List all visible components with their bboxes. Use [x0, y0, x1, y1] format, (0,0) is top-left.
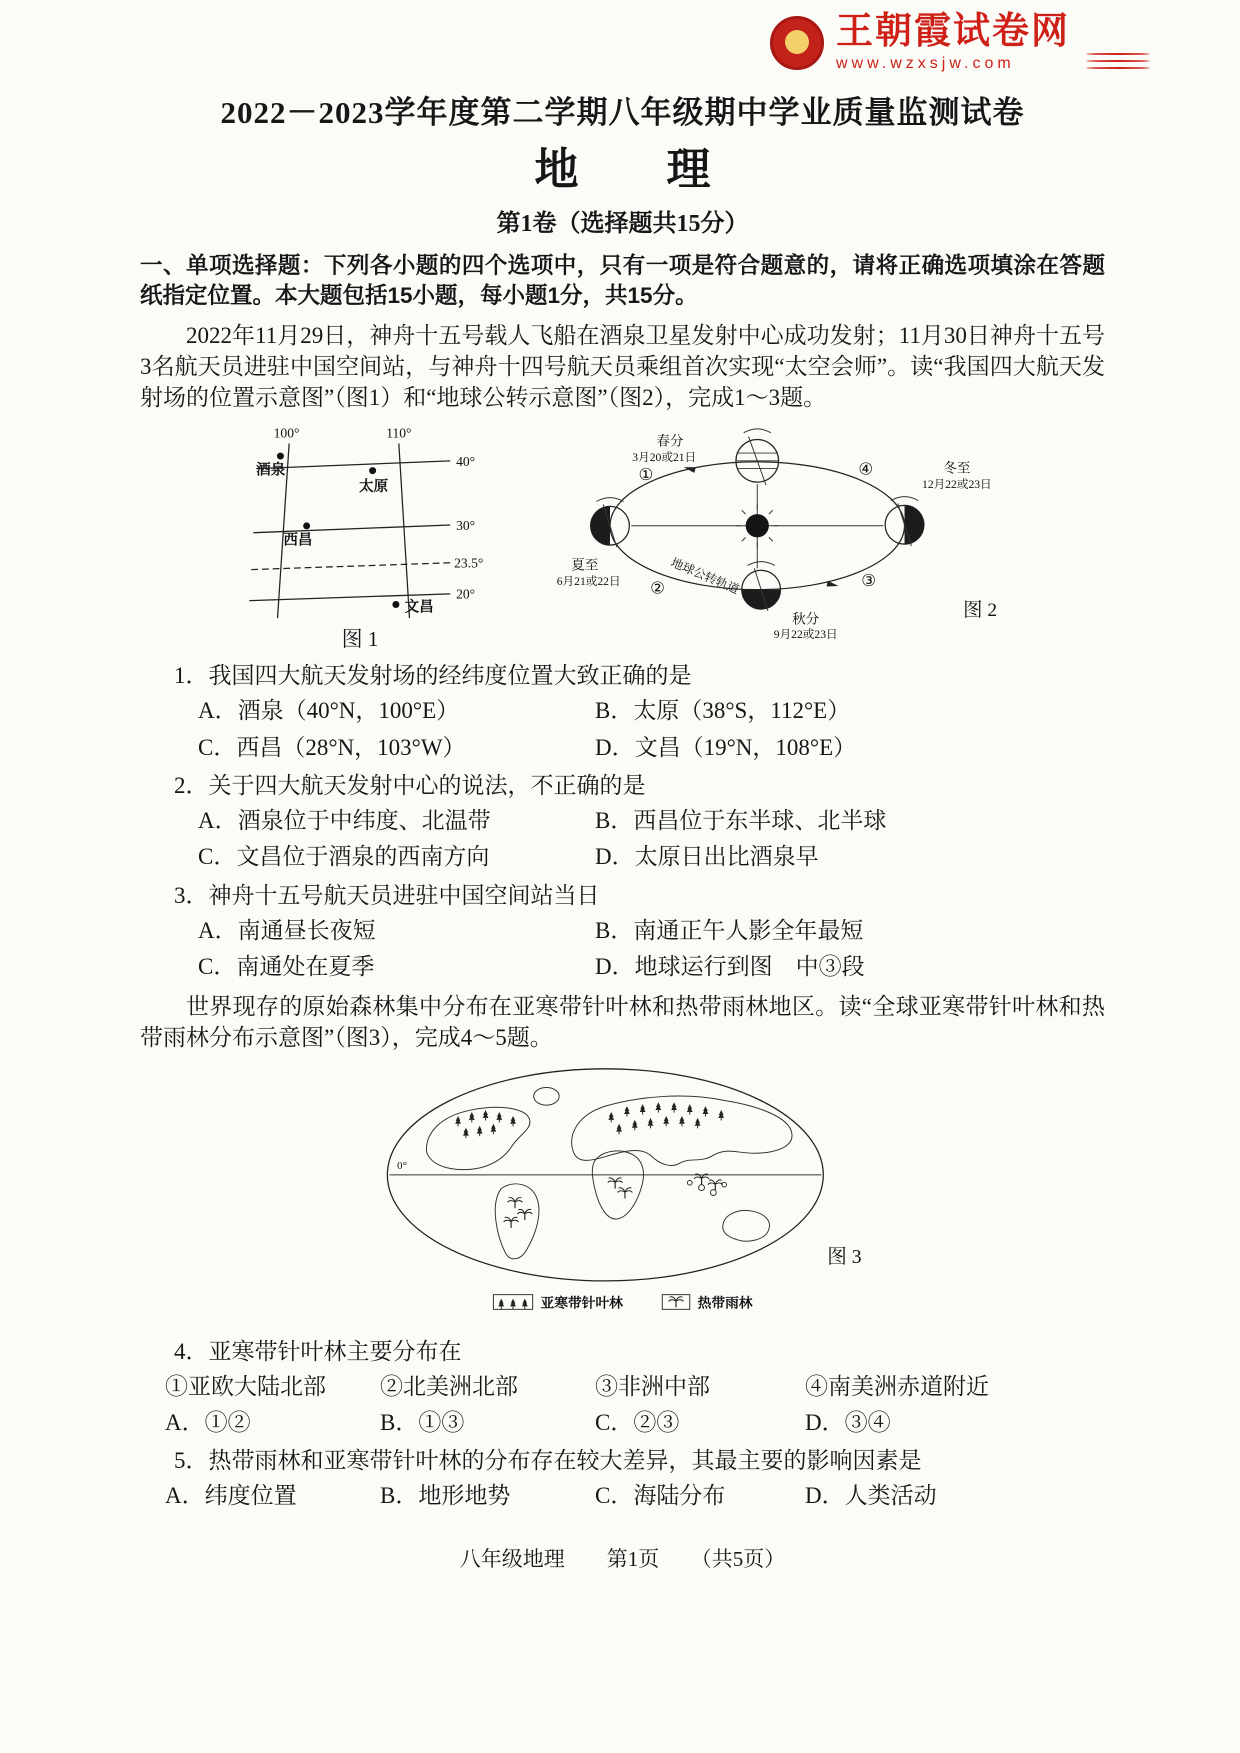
intro-paragraph-1: 2022年11月29日，神舟十五号载人飞船在酒泉卫星发射中心成功发射；11月30日神舟十五号3名航天员进驻中国空间站，与神舟十四号航天员乘组首次实现“太空会师”。读“我国四大航天发射场的位置示意图”（图1）和“地球公转示意图”（图2），完成1～3题。 [140, 322, 1105, 411]
page-footer: 八年级地理 第1页 （共5页） [459, 1547, 786, 1572]
question-3-option-d: D．地球运行到图 中③段 [595, 954, 865, 980]
question-5-option-d: D．人类活动 [805, 1483, 937, 1509]
fig2-globe-spring [736, 428, 779, 484]
figure2-block [546, 424, 1016, 642]
fig2-autumn-label: 秋分 [792, 611, 820, 627]
question-5-text: 5．热带雨林和亚寒带针叶林的分布存在较大差异，其最主要的影响因素是 [174, 1447, 922, 1473]
fig1-lat-20-label: 20° [456, 586, 476, 602]
question-2-option-a: A．酒泉位于中纬度、北温带 [198, 808, 491, 834]
logo-text [836, 12, 1070, 75]
fig1-city-xichang-label: 西昌 [283, 531, 313, 548]
question-4-statement-2: ②北美洲北部 [380, 1374, 518, 1400]
figure1-caption: 图 1 [341, 626, 379, 651]
question-4-statement-1: ①亚欧大陆北部 [165, 1374, 326, 1400]
fig2-globe-summer [591, 497, 630, 546]
fig1-city-labels [256, 460, 434, 615]
question-1-text: 1．我国四大航天发射场的经纬度位置大致正确的是 [174, 663, 692, 689]
question-2-option-d: D．太原日出比酒泉早 [595, 844, 819, 870]
question-5-option-b: B．地形地势 [380, 1483, 511, 1509]
exam-title: 2022－2023学年度第二学期八年级期中学业质量监测试卷 [220, 95, 1025, 130]
question-1-option-c: C．西昌（28°N，103°W） [198, 734, 466, 760]
fig1-lat-30-label: 30° [456, 517, 476, 533]
question-4 [140, 1336, 1105, 1438]
figure1-launch-sites-map [229, 424, 491, 623]
question-4-option-d: D．③④ [805, 1409, 891, 1435]
logo-url: www.wzxsjw.com [836, 54, 1015, 72]
fig1-lat-23-label: 23.5° [454, 555, 484, 571]
fig2-spring-label: 春分 [656, 432, 684, 448]
logo-emblem-icon [770, 16, 824, 70]
fig2-globe-autumn [742, 561, 781, 610]
fig1-city-markers [277, 452, 399, 607]
intro-paragraph-2: 世界现存的原始森林集中分布在亚寒带针叶林和热带雨林地区。读“全球亚寒带针叶林和热带雨林分布示意图”（图3），完成4～5题。 [140, 993, 1105, 1050]
question-5 [140, 1445, 1105, 1512]
fig3-legend [493, 1294, 752, 1310]
section-instructions: 一、单项选择题：下列各小题的四个选项中，只有一项是符合题意的，请将正确选项填涂在答题纸指定位置。本大题包括15小题，每小题1分，共15分。 [140, 252, 1105, 309]
question-2-text: 2．关于四大航天发射中心的说法，不正确的是 [174, 772, 646, 798]
fig2-season-labels [557, 433, 992, 641]
fig2-globe-winter [885, 496, 924, 545]
question-1 [140, 660, 1105, 763]
logo [770, 12, 1150, 75]
question-3-text: 3．神舟十五号航天员进驻中国空间站当日 [174, 882, 600, 908]
fig1-lon-100-label: 100° [273, 425, 300, 441]
fig1-axis-labels [274, 425, 484, 601]
fig3-equator-label: 0° [396, 1160, 407, 1173]
question-3 [140, 880, 1105, 983]
question-2 [140, 770, 1105, 873]
fig2-segment-3: ③ [861, 570, 877, 590]
subject-title: 地 理 [534, 145, 711, 195]
fig2-segment-4: ④ [858, 458, 874, 478]
figure3-caption: 图 3 [826, 1247, 862, 1269]
question-2-option-b: B．西昌位于东半球、北半球 [595, 808, 887, 834]
part-heading: 第1卷（选择题共15分） [496, 210, 749, 237]
logo-title: 王朝霞试卷网 [836, 10, 1070, 51]
fig2-segment-2: ② [650, 578, 665, 598]
fig3-legend-taiga-label: 亚寒带针叶林 [540, 1295, 623, 1311]
fig2-spring-date: 3月20或21日 [632, 450, 697, 464]
question-5-option-c: C．海陆分布 [595, 1483, 726, 1509]
fig1-city-jiuquan-label: 酒泉 [256, 462, 286, 479]
question-4-statement-4: ④南美洲赤道附近 [805, 1374, 989, 1400]
question-4-option-a: A．①② [165, 1409, 251, 1435]
figure3-world-forest-map [377, 1059, 869, 1329]
figure2-earth-revolution-diagram [546, 424, 1016, 642]
figures-row [140, 424, 1105, 654]
figure3-block [140, 1059, 1105, 1329]
fig2-winter-label: 冬至 [943, 460, 971, 476]
figure2-caption: 图 2 [963, 599, 998, 621]
question-3-option-a: A．南通昼长夜短 [198, 918, 376, 943]
fig2-segment-1: ① [638, 464, 654, 484]
question-3-option-b: B．南通正午人影全年最短 [595, 918, 864, 943]
fig2-summer-date: 6月21或22日 [556, 574, 621, 588]
fig3-continents [426, 1088, 792, 1259]
logo-wave-lines-icon [1086, 53, 1150, 69]
fig2-orbit-label: 地球公转轨道 [668, 554, 742, 597]
question-3-option-c: C．南通处在夏季 [198, 954, 375, 980]
question-2-option-c: C．文昌位于酒泉的西南方向 [198, 844, 490, 870]
question-4-text: 4．亚寒带针叶林主要分布在 [174, 1339, 462, 1365]
fig1-city-taiyuan-label: 太原 [359, 478, 389, 495]
fig2-summer-label: 夏至 [571, 556, 599, 572]
fig2-autumn-date: 9月22或23日 [773, 627, 838, 641]
question-4-option-b: B．①③ [380, 1409, 465, 1435]
fig1-city-wenchang-label: 文昌 [404, 598, 434, 615]
fig2-winter-date: 12月22或23日 [922, 477, 992, 491]
question-1-option-a: A．酒泉（40°N，100°E） [198, 698, 460, 724]
fig3-rainforest-symbols [503, 1174, 722, 1228]
fig1-lon-110-label: 110° [386, 425, 412, 441]
fig3-legend-rainforest-label: 热带雨林 [697, 1295, 753, 1311]
question-1-option-d: D．文昌（19°N，108°E） [595, 734, 857, 760]
question-5-option-a: A．纬度位置 [165, 1483, 297, 1509]
figure1-block [229, 424, 491, 654]
question-4-option-c: C．②③ [595, 1409, 680, 1435]
question-1-option-b: B．太原（38°S，112°E） [595, 698, 851, 724]
question-4-statement-3: ③非洲中部 [595, 1374, 710, 1400]
fig1-lat-40-label: 40° [456, 453, 476, 469]
